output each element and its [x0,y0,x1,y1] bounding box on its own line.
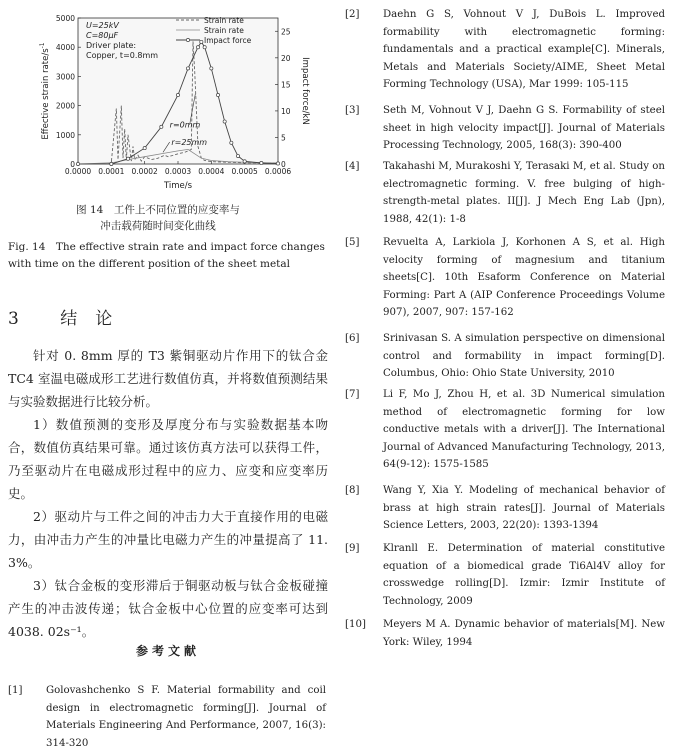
reference-number: [7] [345,389,360,400]
impact-force-point [203,46,206,49]
reference-item [345,102,665,155]
x-tick-label: 0.0004 [198,167,225,176]
impact-force-point [126,157,129,160]
reference-text: Li F, Mo J, Zhou H, et al. 3D Numerical simulation method of electromagnetic forming for low conductive metals with a driver[J]. The International Journal of Advanced Manufacturing Technology, 2013, 64(9-12): 1575-1585 [383,389,665,471]
annotation-r25: r=25mm [171,138,208,148]
paragraph: 针对 0. 8mm 厚的 T3 紫铜驱动片作用下的钛合金 TC4 室温电磁成形工艺进行数值仿真，并将数值预测结果与实验数据进行比较分析。 [8,348,328,409]
impact-force-point [276,162,279,165]
impact-force-point [260,161,263,164]
reference-item [345,158,665,228]
reference-number: [1] [8,685,23,696]
reference-text: Revuelta A, Larkiola J, Korhonen A S, et al. High velocity forming of magnesium and titanium sheets[C]. 10th Esaform Conference on Material Forming: Part A (AIP Conference Proceedings Volume 907), 2007, 907: 157-162 [383,237,665,319]
y-right-tick-label: 15 [281,80,291,90]
y-left-axis-label: Effective strain rate/$s^{-1}$ [39,42,51,140]
strain-rate-impact-force-chart [8,6,308,198]
reference-text: Meyers M A. Dynamic behavior of materials[M]. New York: Wiley, 1994 [383,619,665,648]
annotation-r0: r=0mm [169,120,201,130]
legend-marker [186,38,189,41]
reference-number: [4] [345,161,360,172]
impact-force-point [176,93,179,96]
reference-item [345,330,665,383]
impact-force-point [76,162,79,165]
legend-label: Strain rate [204,16,244,25]
reference-text: Golovashchenko S F. Material formability and coil design in electromagnetic forming[J]. Journal of Materials Engineering And Performance, 2007, 16(3): 314-320 [46,685,326,749]
conclusion-body [8,344,328,643]
parameter-text: Copper, t=0.8mm [86,51,159,60]
legend-label: Strain rate [204,26,244,35]
y-right-axis-label: Impact force/kN [300,57,310,125]
y-left-tick-label: 0 [70,160,75,169]
y-left-tick-label: 1000 [55,130,75,140]
x-axis-label: Time/s [163,181,193,191]
figure-caption-cn [8,202,308,234]
reference-text: Daehn G S, Vohnout V J, DuBois L. Improved formability with electromagnetic forming: fundamentals and a practical example[C]. Minerals, Metals and Materials Society/AIME, Sheet Metal Forming Technology (USA), Mar 1999: 105-115 [383,9,665,91]
paragraph: 3）钛合金板的变形滞后于铜驱动板与钛合金板碰撞产生的冲击波传递；钛合金板中心位置的应变率可达到 4038. 02s⁻¹。 [8,578,328,639]
reference-number: [6] [345,333,360,344]
reference-item [345,482,665,535]
caption-cn-line-2: 冲击载荷随时间变化曲线 [100,220,216,232]
section-title: 3 结论 [8,309,131,329]
reference-text: Srinivasan S. A simulation perspective on dimensional control and formability in impact forming[D]. Columbus, Ohio: Ohio State University, 2010 [383,333,665,380]
x-tick-label: 0.0003 [164,167,192,176]
reference-number: [10] [345,619,366,630]
x-tick-label: 0.0000 [64,167,92,176]
y-right-tick-label: 5 [281,133,286,143]
y-right-tick-label: 10 [281,106,291,116]
impact-force-point [196,46,199,49]
reference-item [345,6,665,94]
figure-caption-en: Fig. 14 The effective strain rate and impact force changes with time on the different position of the sheet metal [8,241,325,270]
y-right-tick-label: 20 [281,53,291,63]
impact-force-point [110,162,113,165]
impact-force-point [143,146,146,149]
paragraph: 1）数值预测的变形及厚度分布与实验数据基本吻合，数值仿真结果可靠。通过该仿真方法可以获得工件，乃至驱动片在电磁成形过程中的应力、应变和应变率历史。 [8,417,328,501]
paragraph: 2）驱动片与工件之间的冲击力大于直接作用的电磁力，由冲击力产生的冲量比电磁力产生的冲量提高了 11. 3%。 [8,509,328,570]
caption-cn-line-1: 图 14 工件上不同位置的应变率与 [76,204,240,216]
impact-force-point [230,141,233,144]
reference-item [345,540,665,610]
y-left-tick-label: 2000 [55,101,75,111]
y-left-tick-label: 5000 [55,14,75,23]
parameter-text: U=25kV [86,21,119,30]
figure-14 [8,6,308,198]
impact-force-point [223,120,226,123]
reference-text: Klranll E. Determination of material constitutive equation of a biomedical grade Ti6Al4V alloy for crosswedge rolling[D]. Izmir: Izmir Institute of Technology, 2009 [383,543,665,607]
parameter-text: Driver plate: [86,41,137,50]
reference-item [8,682,326,752]
y-left-tick-label: 4000 [55,43,75,53]
legend-label: Impact force [204,36,252,45]
impact-force-point [236,154,239,157]
x-tick-label: 0.0005 [231,167,258,176]
impact-force-point [243,160,246,163]
reference-number: [5] [345,237,360,248]
parameter-text: C=80μF [86,31,119,40]
impact-force-point [186,67,189,70]
reference-number: [9] [345,543,360,554]
impact-force-point [216,93,219,96]
x-tick-label: 0.0002 [131,167,158,176]
impact-force-point [210,67,213,70]
reference-number: [8] [345,485,360,496]
reference-text: Takahashi M, Murakoshi Y, Terasaki M, et al. Study on electromagnetic forming. V. free bulging of high-strength-metal plates. II[J]. J Mech Eng Lab (Jpn), 1988, 42(1): 1-8 [383,161,665,225]
x-tick-label: 0.0006 [264,167,292,176]
reference-number: [3] [345,105,360,116]
reference-item [345,616,665,651]
impact-force-point [160,125,163,128]
reference-item [345,386,665,474]
reference-text: Seth M, Vohnout V J, Daehn G S. Formability of steel sheet in high velocity impact[J]. Journal of Materials Processing Technology, 2005, 168(3): 390-400 [383,105,665,152]
y-right-tick-label: 25 [281,27,291,37]
y-left-axis-label-exponent: -1 [39,42,46,49]
y-right-tick-label: 0 [281,160,286,169]
reference-item [345,234,665,322]
x-tick-label: 0.0001 [98,167,125,176]
y-left-tick-label: 3000 [55,72,75,82]
reference-text: Wang Y, Xia Y. Modeling of mechanical behavior of brass at high strain rates[J]. Journal of Materials Science Letters, 2003, 22(20): 1393-1394 [383,485,665,532]
impact-force-point [200,40,203,43]
references-heading: 参考文献 [135,644,200,658]
reference-number: [2] [345,9,360,20]
